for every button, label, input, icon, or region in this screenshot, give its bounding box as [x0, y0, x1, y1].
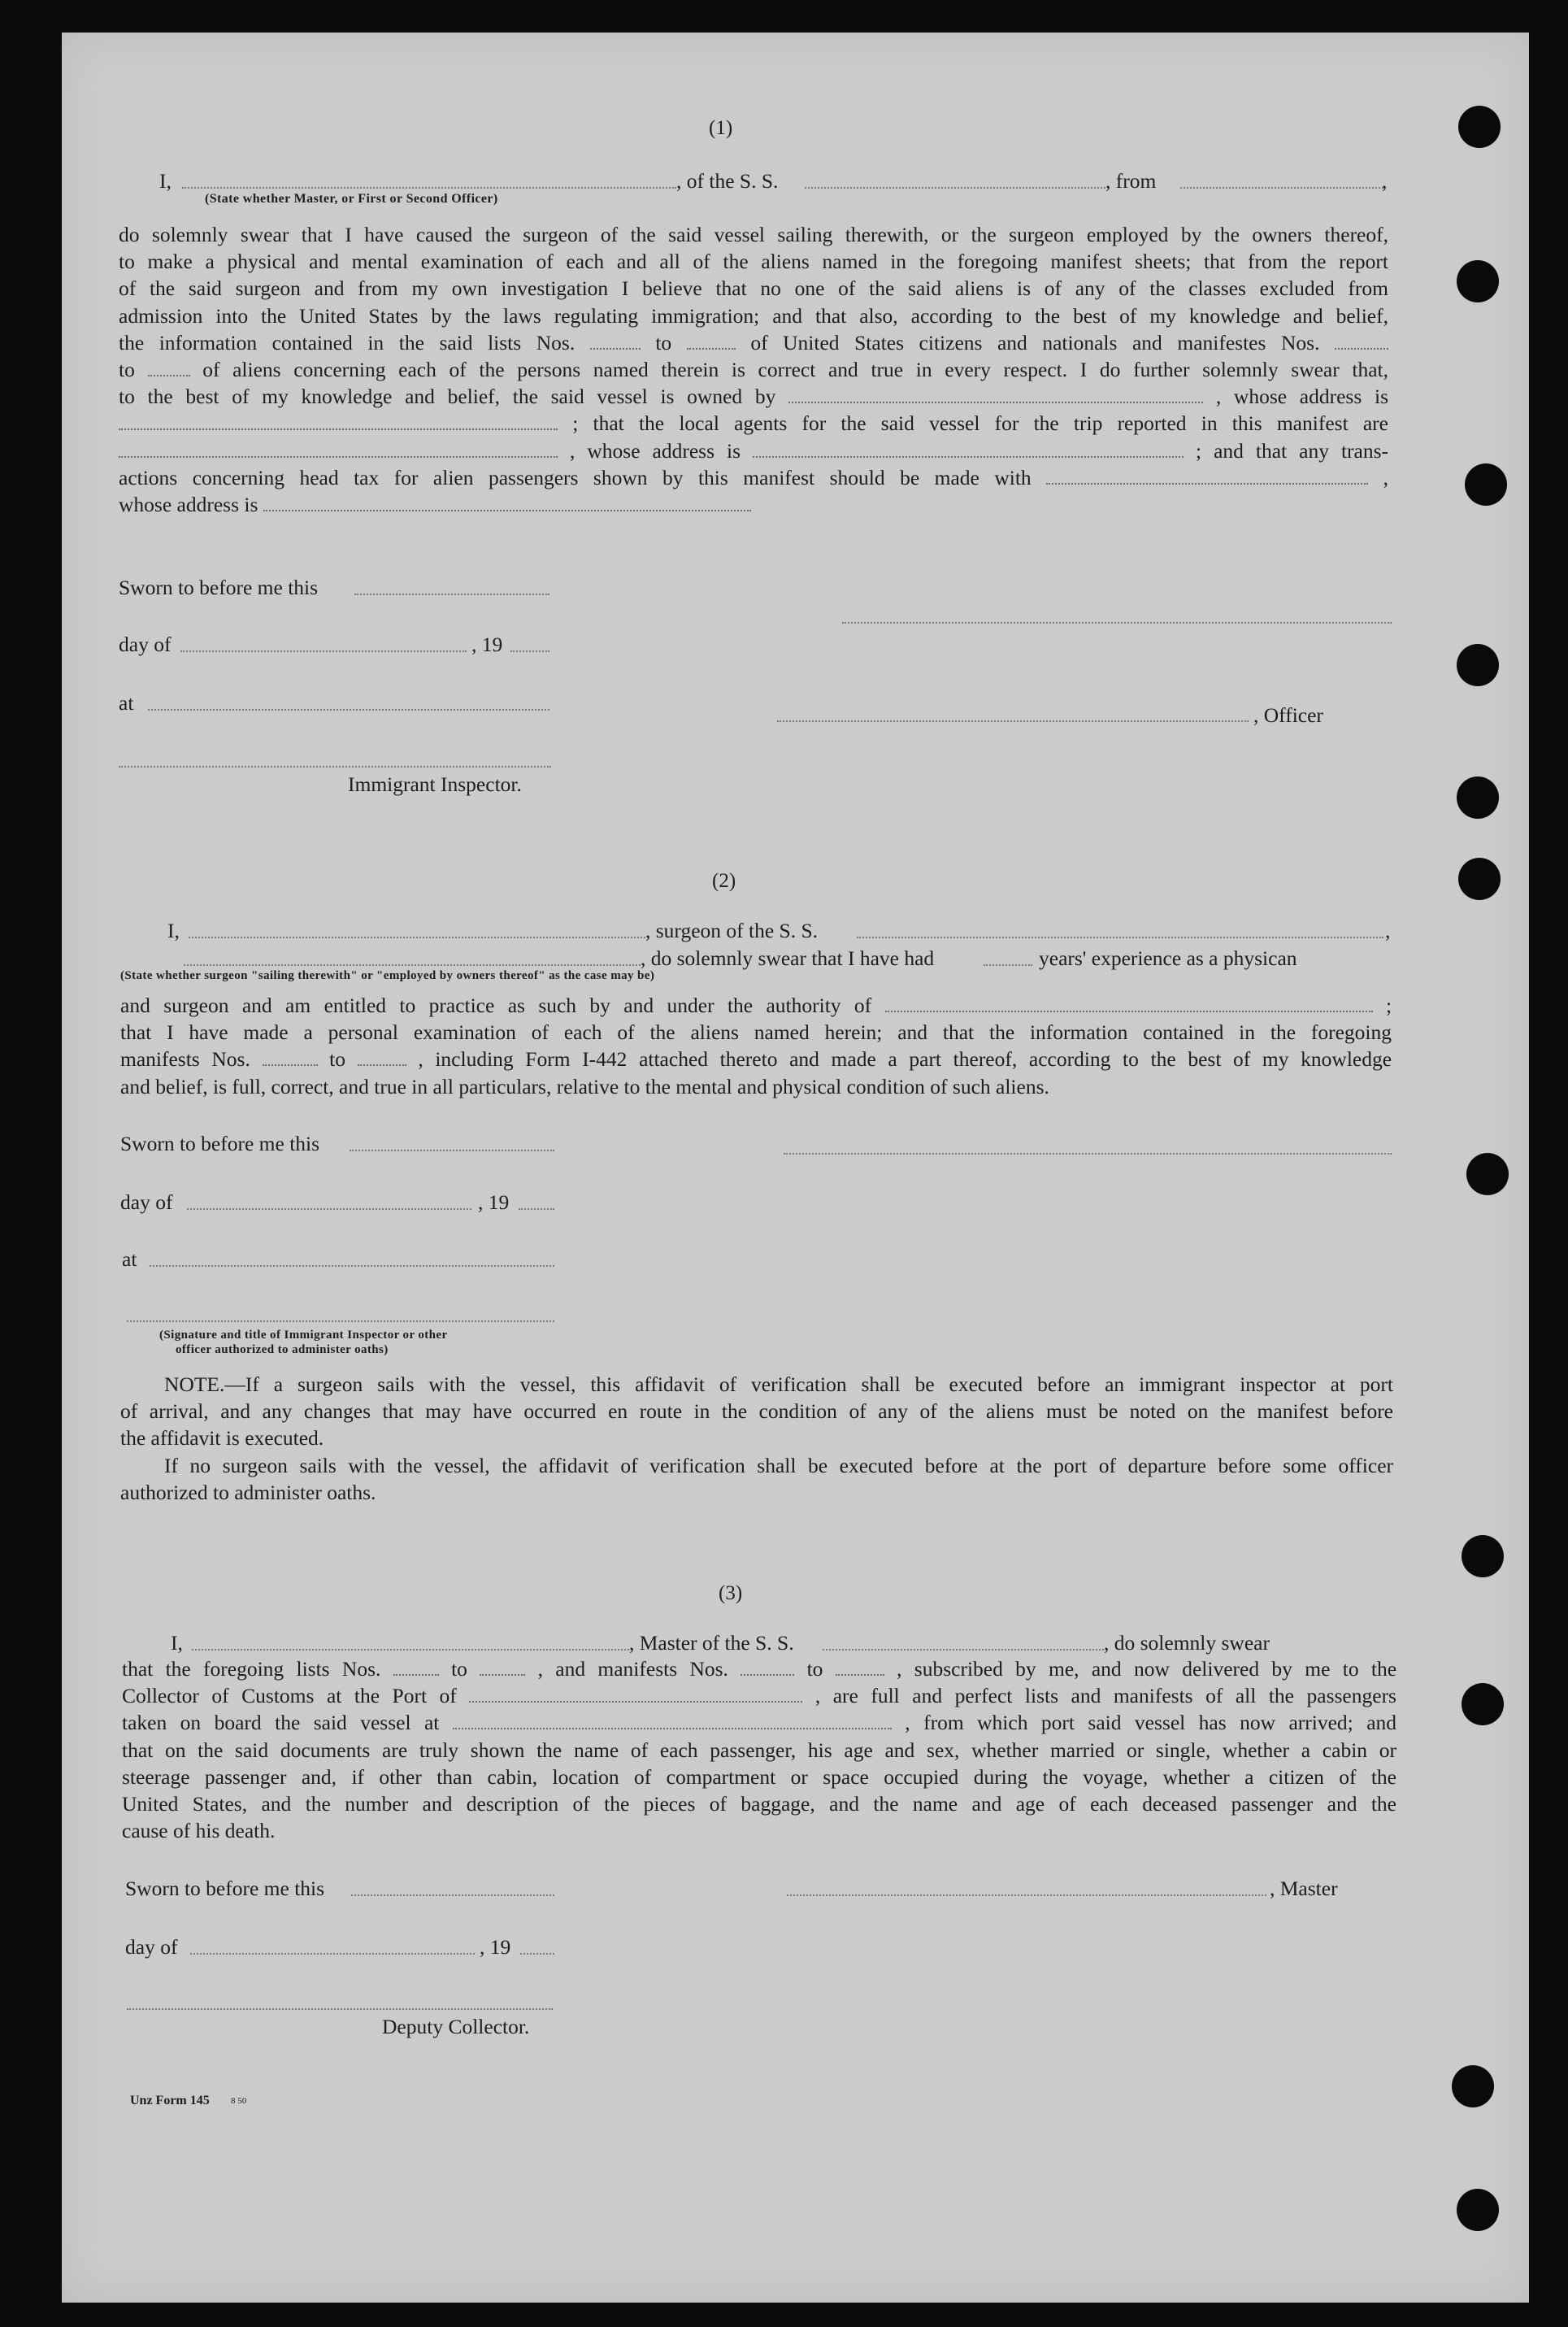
s1-info-line: the information contained in the said lists Nos. to of United States citizens and nationals and manifestes Nos.: [119, 329, 1388, 356]
s3-lists-line: that the foregoing lists Nos. to , and manifests Nos. to , subscribed by me, and now delivered by me to the: [122, 1657, 1397, 1681]
s3-line: cause of his death.: [122, 1819, 276, 1843]
s1-signature-line[interactable]: [842, 622, 1392, 624]
s3-master-signature-line[interactable]: [787, 1894, 1266, 1896]
s3-list-from-field[interactable]: [393, 1659, 439, 1676]
s2-inspector-signature-line[interactable]: [127, 1320, 554, 1322]
s1-year-label: , 19: [471, 633, 503, 656]
s1-owner-field[interactable]: [788, 387, 1203, 403]
s3-departure-port-field[interactable]: [453, 1713, 892, 1729]
s1-from-field[interactable]: [1180, 187, 1383, 189]
s2-year-label: , 19: [478, 1190, 510, 1214]
s3-taken-line: taken on board the said vessel at , from which port said vessel has now arrived; and: [122, 1711, 1397, 1735]
section-3-heading: (3): [719, 1582, 743, 1604]
s2-sworn-field[interactable]: [350, 1150, 554, 1151]
s2-intro-prefix: I,: [167, 919, 180, 942]
s3-swear: , do solemnly swear: [1104, 1631, 1270, 1655]
s2-year-field[interactable]: [519, 1208, 554, 1210]
s3-year-field[interactable]: [520, 1953, 554, 1955]
s1-at-field[interactable]: [148, 709, 549, 711]
s1-day-of-label: day of: [119, 633, 172, 656]
s2-years-field[interactable]: [984, 964, 1032, 966]
s3-ship-name-field[interactable]: [823, 1649, 1104, 1651]
s1-list-to-field[interactable]: [687, 333, 736, 350]
s1-head-tax-address-field[interactable]: [263, 495, 751, 511]
s3-intro-prefix: I,: [171, 1631, 183, 1655]
s2-manifests-line: manifests Nos. to , including Form I-442 attached thereto and made a part thereof, according to the best of my knowledge: [120, 1047, 1392, 1072]
s1-head-tax-field[interactable]: [1046, 468, 1368, 485]
s1-line: admission into the United States by the laws regulating immigration; and that also, according to the best of my knowledge and belief,: [119, 303, 1388, 328]
s1-oath-paragraph: [119, 221, 1388, 518]
s1-master-note: (State whether Master, or First or Second Officer): [205, 192, 498, 206]
s2-manifest-to-field[interactable]: [358, 1050, 406, 1066]
binder-hole: [1452, 2065, 1494, 2107]
binder-hole: [1466, 1153, 1509, 1195]
s1-owner-address-field[interactable]: [119, 414, 558, 430]
s2-surgeon-name-field[interactable]: [189, 937, 645, 938]
s1-agents-line: ; that the local agents for the said vessel for the trip reported in this manifest are: [119, 410, 1388, 437]
s1-intro-prefix: I,: [159, 169, 172, 193]
s3-master-name-field[interactable]: [192, 1649, 629, 1651]
binder-hole: [1457, 260, 1499, 302]
s3-deputy-label: Deputy Collector.: [382, 2015, 530, 2038]
s1-officer-field[interactable]: [777, 720, 1249, 722]
manifest-page: (1) I, , of the S. S. , from , (State whether Master, or First or Second Officer) do solemnly swear that I have caused the surgeon of the said vessel sailing therewith, or the surgeon employed by the owners thereof, to make a physical and mental examination of each and all of the aliens named in the foregoing manifest sheets; that from the report of the said surgeon and from my own investigation I believe that no one of the said aliens is of any of the classes excluded from admission into the United States by the laws regulating immigration; and that also, according to the best of my knowledge and belief, the information contained in the said lists Nos. to of United States citizens and nationals and manifestes Nos. to of aliens concerning each of the persons named therein is correct and true in every respect. I do further solemnly swear that, to the best of my knowledge and belief, the said vessel is owned by , whose address is ; that the local agents for the said vessel for the trip reported in this manifest are , whose address is ; and that any trans- actions concerning head tax for alien passengers shown by this manifest should be made with , whose address is Sworn to before me this day of , 19 at , Officer Immigrant Inspector. (2) I, , surgeon of the S. S. , , do solemnly swear that I have had years' experience as a physican (State whether surgeon "sailing therewith" or "employed by owners thereof" as the case may be) and surgeon and am entitled to practice as such by and under the authority of ; that I have made a personal examination of each of the aliens named herein; and that the information contained in the foregoing manifests Nos. to , including Form I-442 attached thereto and made a part thereof, according to the best of my knowledge and belief, is full, correct, and true in all particulars, relative to the mental and physical condition of such aliens. Sworn to before me this day of , 19 at (Signature and title of Immigrant Inspector or other officer authorized to administer oaths) NOTE.—If a surgeon sails with the vessel, this affidavit of verification shall be executed before an immigrant inspector at port of arrival, and any changes that may have occurred en route in the condition of any of the aliens must be noted on the manifest before the affidavit is executed. If no surgeon sails with the vessel, the affidavit of verification shall be executed before at the port of departure before some officer authorized to administer oaths. (3) I, , Master of the S. S. , do solemnly swear that the foregoing lists Nos. to , and manifests Nos. to , subscribed by me, and now delivered by me to the Collector of Customs at the Port of , are full and perfect lists and manifests of all the passengers taken on board the said vessel at , from which port said vessel has now arrived; and that on the said documents are truly shown the name of each passenger, his age and sex, whether married or single, whether a cabin or steerage passenger and, if other than cabin, location of compartment or space occupied during the voyage, whether a citizen of the United States, and the number and description of the pieces of baggage, and the name and age of each deceased passenger and the cause of his death. Sworn to before me this , Master day of , 19 Deputy Collector. Unz Form 145 8 50: [62, 33, 1529, 2303]
s2-at-field[interactable]: [150, 1265, 554, 1267]
s1-address-line: , whose address is ; and that any trans-: [119, 437, 1388, 464]
s2-line: that I have made a personal examination of each of the aliens named herein; and that the information contained in the foregoing: [120, 1020, 1392, 1045]
s1-manifest-to-field[interactable]: [148, 360, 190, 376]
s2-surgeon-note: (State whether surgeon "sailing therewith" or "employed by owners thereof" as the case may be): [120, 969, 655, 982]
s2-oath-paragraph: [120, 992, 1392, 1100]
binder-hole: [1462, 1535, 1504, 1577]
s3-master-of: , Master of the S. S.: [629, 1631, 794, 1655]
note-line: If no surgeon sails with the vessel, the affidavit of verification shall be executed before at the port of departure before some officer: [164, 1453, 1393, 1477]
note-line: authorized to administer oaths.: [120, 1480, 376, 1504]
s1-agents-address-field[interactable]: [753, 441, 1184, 458]
s1-aliens-line: to of aliens concerning each of the persons named therein is correct and true in every respect. I do further solemnly swear that,: [119, 358, 1389, 382]
s2-manifest-from-field[interactable]: [263, 1050, 318, 1066]
s1-manifest-from-field[interactable]: [1335, 333, 1388, 350]
s2-day-of-label: day of: [120, 1190, 173, 1214]
note-line: of arrival, and any changes that may have occurred en route in the condition of any of the aliens must be noted on the manifest before: [120, 1399, 1393, 1424]
s2-sig-note-2: officer authorized to administer oaths): [176, 1343, 389, 1356]
s3-line: that on the said documents are truly shown the name of each passenger, his age and sex, whether married or single, whether a cabin or: [122, 1738, 1396, 1762]
s3-list-to-field[interactable]: [480, 1659, 525, 1676]
note-line: the affidavit is executed.: [120, 1426, 324, 1451]
s1-line: of the said surgeon and from my own investigation I believe that no one of the said aliens is of any of the classes excluded from: [119, 276, 1388, 301]
s3-manifest-from-field[interactable]: [741, 1659, 794, 1676]
section-2-heading: (2): [712, 870, 736, 892]
s3-sworn-label: Sworn to before me this: [125, 1877, 325, 1900]
s1-whose-line: whose address is: [119, 491, 1388, 518]
binder-hole: [1457, 644, 1499, 686]
s1-line: to make a physical and mental examination of each and all of the aliens named in the foregoing manifest sheets; that from the report: [119, 250, 1388, 274]
s1-from-label: , from: [1105, 169, 1157, 193]
s2-at-label: at: [122, 1247, 137, 1271]
s1-of-the-ss: , of the S. S.: [676, 169, 779, 193]
s2-ship-name-field[interactable]: [857, 937, 1383, 938]
s3-sworn-field[interactable]: [351, 1894, 554, 1896]
s1-owned-line: to the best of my knowledge and belief, the said vessel is owned by , whose address is: [119, 385, 1388, 409]
form-code: 8 50: [231, 2096, 247, 2106]
s1-list-from-field[interactable]: [590, 333, 641, 350]
s3-line: steerage passenger and, if other than cabin, location of compartment or space occupied during the voyage, whether a citizen of the: [122, 1764, 1396, 1789]
binder-hole: [1458, 106, 1501, 148]
s1-inspector-line[interactable]: [119, 766, 551, 768]
s3-line: United States, and the number and description of the pieces of baggage, and the name and age of each deceased passenger and the: [122, 1792, 1396, 1816]
s3-manifest-to-field[interactable]: [836, 1659, 884, 1676]
s1-line: do solemnly swear that I have caused the surgeon of the said vessel sailing therewith, or the surgeon employed by the owners thereof,: [119, 223, 1388, 246]
s3-collector-line: Collector of Customs at the Port of , are full and perfect lists and manifests of all the passengers: [122, 1684, 1396, 1708]
form-number: Unz Form 145: [130, 2094, 210, 2107]
s3-day-field[interactable]: [190, 1953, 475, 1955]
s1-day-field[interactable]: [180, 650, 467, 652]
section-1-heading: (1): [709, 117, 733, 139]
binder-hole: [1457, 776, 1499, 819]
s3-oath-paragraph: [122, 1655, 1396, 1844]
s2-affiliation-field[interactable]: [184, 964, 641, 966]
s1-actions-line: actions concerning head tax for alien passengers shown by this manifest should be made with ,: [119, 465, 1388, 489]
s3-deputy-signature-line[interactable]: [127, 2008, 553, 2010]
s1-at-label: at: [119, 691, 134, 715]
s1-inspector-label: Immigrant Inspector.: [348, 772, 522, 796]
binder-hole: [1458, 858, 1501, 900]
s3-master-label: , Master: [1270, 1877, 1338, 1900]
s1-officer-label: , Officer: [1253, 703, 1323, 727]
s2-surgeon-of: , surgeon of the S. S.: [645, 919, 819, 942]
s1-sworn-field[interactable]: [354, 594, 549, 595]
s2-line: and belief, is full, correct, and true in all particulars, relative to the mental and physical condition of such aliens.: [120, 1074, 1049, 1098]
s2-swear-label: , do solemnly swear that I have had: [641, 946, 935, 970]
s2-authority-field[interactable]: [885, 996, 1373, 1012]
binder-hole: [1462, 1683, 1504, 1725]
s1-year-field[interactable]: [510, 650, 549, 652]
s1-ship-name-field[interactable]: [805, 187, 1105, 189]
s2-years-label: years' experience as a physican: [1039, 946, 1297, 970]
s3-year-label: , 19: [480, 1935, 511, 1959]
s2-sig-note-1: (Signature and title of Immigrant Inspector or other: [159, 1329, 448, 1342]
s2-signature-line[interactable]: [784, 1153, 1392, 1155]
s1-agents-field[interactable]: [119, 441, 558, 458]
binder-hole: [1465, 463, 1507, 506]
s2-auth-line: and surgeon and am entitled to practice as such by and under the authority of ;: [120, 994, 1392, 1017]
s2-sworn-label: Sworn to before me this: [120, 1132, 320, 1155]
s1-officer-name-field[interactable]: [182, 187, 676, 189]
s3-port-field[interactable]: [469, 1686, 802, 1703]
s2-day-field[interactable]: [187, 1208, 471, 1210]
note-paragraph: [120, 1371, 1393, 1506]
s1-sworn-label: Sworn to before me this: [119, 576, 319, 599]
s3-day-of-label: day of: [125, 1935, 178, 1959]
note-line: NOTE.—If a surgeon sails with the vessel, this affidavit of verification shall be executed before an immigrant inspector at port: [164, 1372, 1393, 1396]
binder-hole: [1457, 2189, 1499, 2231]
